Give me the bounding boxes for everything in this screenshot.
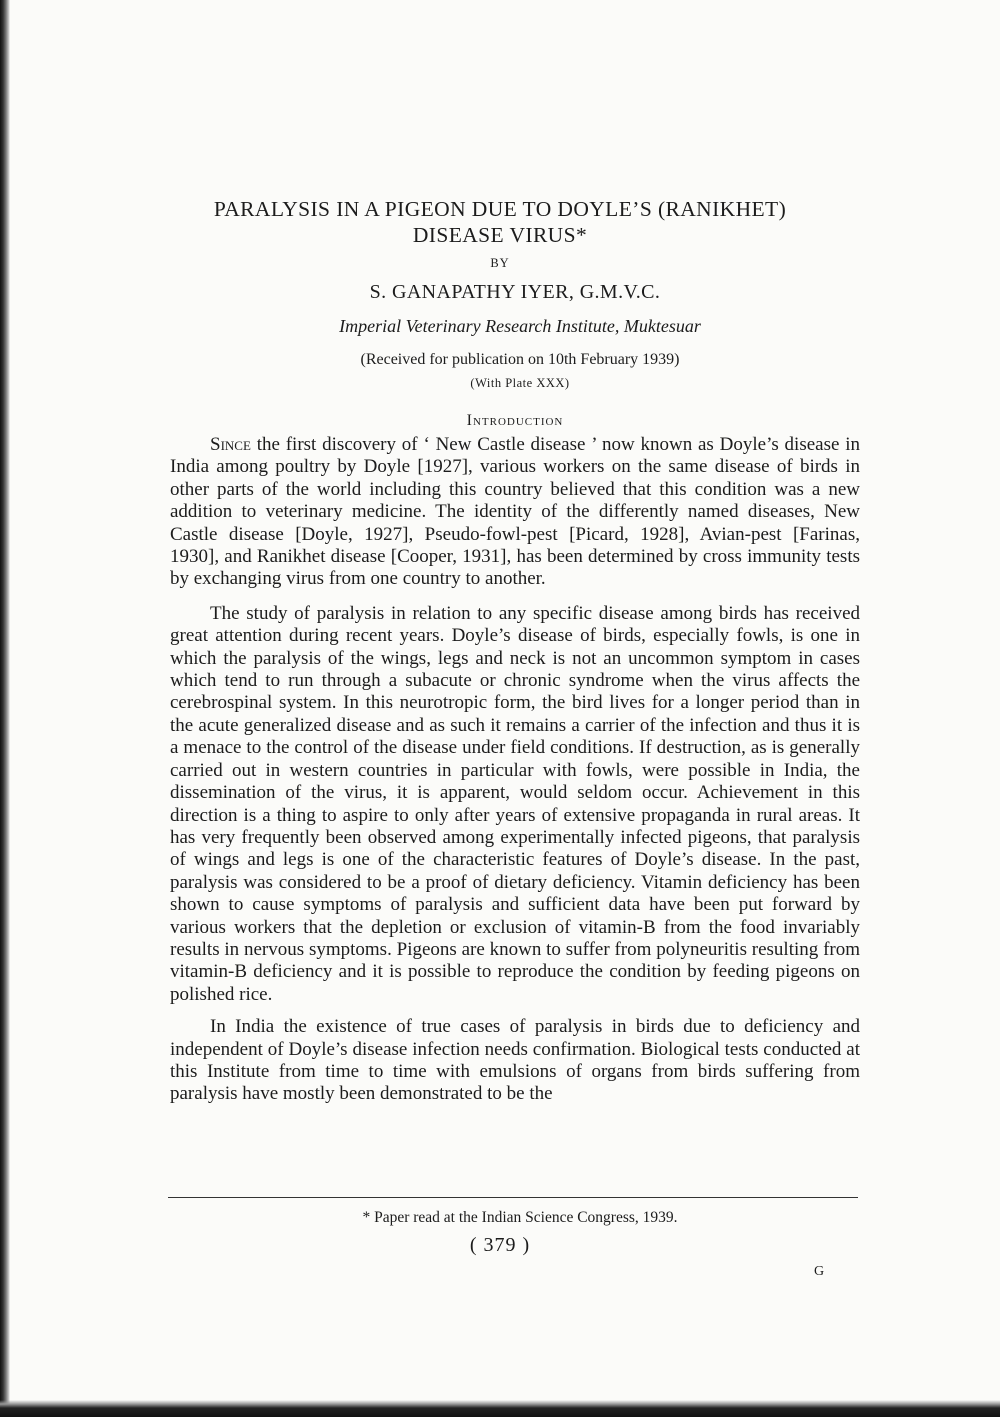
paragraph-1 (170, 434, 860, 591)
byline-label: BY (490, 256, 510, 270)
paragraph-3: In India the existence of true cases of paralysis in birds due to deficiency and independent of Doyle’s disease infection needs confirmation. Biological tests conducted at this Institute from time to time with emulsions of organs from birds suffering from paralysis have mostly been demonstrated to be the (170, 1016, 860, 1105)
author-affiliation: Imperial Veterinary Research Institute, Muktesuar (339, 316, 701, 336)
scan-edge-bottom (0, 1400, 1000, 1417)
title-line-2: DISEASE VIRUS* (412, 223, 588, 247)
author-name: S. GANAPATHY IYER, G.M.V.C. (369, 281, 661, 303)
paragraph-1-text: the first discovery of ‘ New Castle disease ’ now known as Doyle’s disease in India among poultry by Doyle [1927], various workers on the same disease of birds in other parts of the world including this country believed that this condition was a new addition to veterinary medicine. The identity of the differently named diseases, New Castle disease [Doyle, 1927], Pseudo-fowl-pest [Picard, 1928], Avian-pest [Farinas, 1930], and Ranikhet disease [Cooper, 1931], has been determined by cross immunity tests by exchanging virus from one country to another. (170, 434, 860, 590)
article-title (140, 196, 860, 248)
scan-edge-left (0, 0, 10, 1417)
plate-note: (With Plate XXX) (470, 376, 570, 390)
footnote: * Paper read at the Indian Science Congress, 1939. (362, 1209, 678, 1226)
received-date: (Received for publication on 10th February 1939) (360, 351, 680, 368)
signature-mark: G (814, 1264, 825, 1279)
footnote-rule (168, 1197, 858, 1198)
paragraph-1-lead: Since (210, 434, 251, 455)
paragraph-2: The study of paralysis in relation to any specific disease among birds has received great attention during recent years. Doyle’s disease of birds, especially fowls, is one in which the paralysis of the wings, legs and neck is not an uncommon symptom in cases which tend to run through a subacute or chronic syndrome when the virus affects the cerebrospinal system. In this neurotropic form, the bird lives for a longer period than in the acute generalized disease and as such it remains a carrier of the infection and thus it is a menace to the control of the disease under field conditions. If destruction, as is generally carried out in western countries in particular with fowls, were possible in India, the dissemination of the virus, it is apparent, would seldom occur. Achievement in this direction is a thing to aspire to only after years of extensive propaganda in rural areas. It has very frequently been observed among experimentally infected pigeons, that paralysis of wings and legs is one of the characteristic features of Doyle’s disease. In the past, paralysis was considered to be a proof of dietary deficiency. Vitamin deficiency has been shown to cause symptoms of paralysis and sufficient data have been put forward by various workers that the depletion or exclusion of vitamin-B from the food invariably results in nervous symptoms. Pigeons are known to suffer from polyneuritis resulting from vitamin-B deficiency and it is possible to reproduce the condition by feeding pigeons on polished rice. (170, 602, 860, 1005)
title-line-1: PARALYSIS IN A PIGEON DUE TO DOYLE’S (RANIKHET) (213, 197, 787, 221)
page-number: ( 379 ) (469, 1234, 531, 1256)
section-heading: Introduction (466, 412, 564, 429)
article-body (170, 434, 860, 1116)
